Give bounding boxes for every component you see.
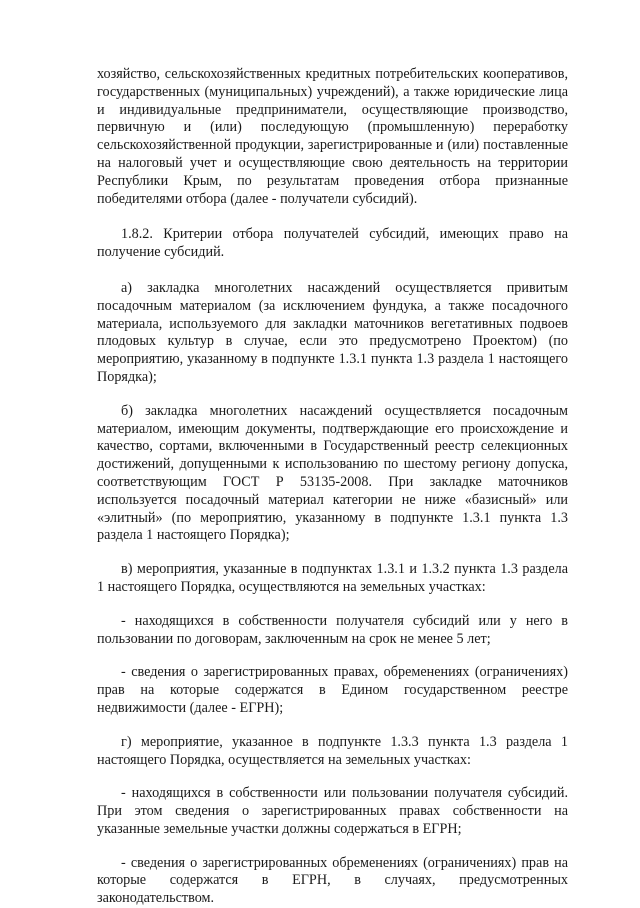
paragraph-criterion-g: г) мероприятие, указанное в подпункте 1.3.3 пункта 1.3 раздела 1 настоящего Порядка, осуществляется на земельных участках:: [97, 733, 568, 768]
paragraph-ownership-egrn: - находящихся в собственности или пользовании получателя субсидий. При этом сведения о зарегистрированных правах собственности на указанные земельные участки должны содержаться в ЕГРН;: [97, 785, 568, 837]
paragraph-encumbrances: - сведения о зарегистрированных обременениях (ограничениях) прав на которые содержатся в ЕГРН, в случаях, предусмотренных законодательством.: [97, 854, 568, 907]
paragraph-criterion-v: в) мероприятия, указанные в подпунктах 1.3.1 и 1.3.2 пункта 1.3 раздела 1 настоящего Порядка, осуществляются на земельных участках:: [97, 561, 568, 595]
paragraph-egrn-rights: - сведения о зарегистрированных правах, обременениях (ограничениях) прав на которые содержатся в Едином государственном реестре недвижимости (далее - ЕГРН);: [97, 664, 568, 716]
paragraph-applicants: хозяйство, сельскохозяйственных кредитных потребительских кооперативов, государственных (муниципальных) учреждений), а также юридические лица и индивидуальные предприниматели, осуществляющие производство, первичную и (или) последующую (промышленную) переработку сельскохозяйственной продукции, зарегистрированные и (или) поставленные на налоговый учет и осуществляющие свою деятельность на территории Республики Крым, по результатам проведения отбора признанные победителями отбора (далее - получатели субсидий).: [97, 66, 568, 207]
paragraph-land-ownership: - находящихся в собственности получателя субсидий или у него в пользовании по договорам, заключенным на срок не менее 5 лет;: [97, 612, 568, 647]
paragraph-criterion-b: б) закладка многолетних насаждений осуществляется посадочным материалом, имеющим документы, подтверждающие его происхождение и качество, сортами, включенными в Государственный реестр селекционных достижений, допущенными к использованию по шестому региону допуска, соответствующим ГОСТ Р 53135-2008. При закладке маточников используется посадочный материал категории не ниже «базисный» или «элитный» (по мероприятию, указанному в подпункте 1.3.1 пункта 1.3 раздела 1 настоящего Порядка);: [97, 402, 568, 544]
paragraph-criterion-a: а) закладка многолетних насаждений осуществляется привитым посадочным материалом (за исключением фундука, а также посадочного материала, используемого для закладки маточников вегетативных подвоев плодовых культур в случае, если это предусмотрено Проектом) (по мероприятию, указанному в подпункте 1.3.1 пункта 1.3 раздела 1 настоящего Порядка);: [97, 279, 568, 385]
paragraph-criteria-heading: 1.8.2. Критерии отбора получателей субсидий, имеющих право на получение субсидий.: [97, 226, 568, 261]
